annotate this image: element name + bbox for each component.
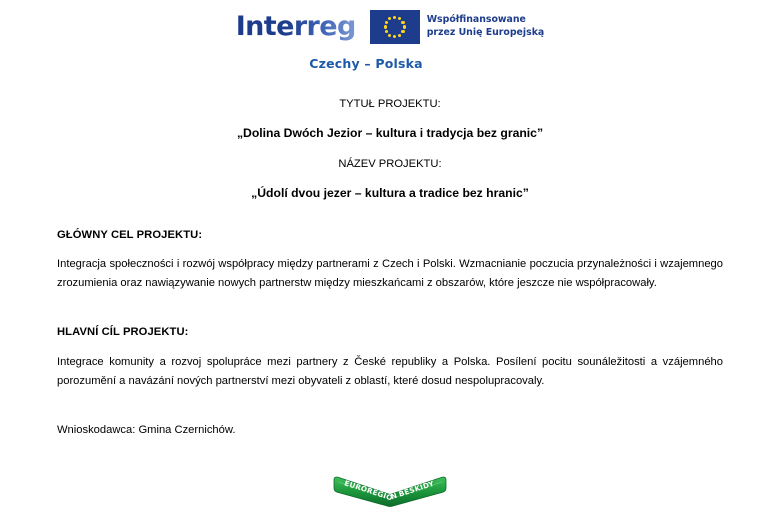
applicant-line: Wnioskodawca: Gmina Czernichów. — [57, 424, 236, 437]
eu-star — [401, 30, 404, 33]
eu-cofunding-block — [370, 10, 545, 44]
beskidy-logo-text-left: EUROREGION — [343, 478, 399, 503]
cs-goal-heading: HLAVNÍ CÍL PROJEKTU: — [57, 326, 189, 339]
title-block — [57, 95, 723, 204]
euroregion-beskidy-logo — [331, 476, 449, 508]
eu-star — [388, 17, 391, 20]
beskidy-logo-text-right: BESKIDY — [397, 478, 436, 499]
eu-star — [385, 21, 388, 24]
eu-cofunding-text — [427, 14, 545, 39]
cs-goal-text: Integrace komunity a rozvoj spolupráce mezi partnery z České republiky a Polska. Posílení pocitu sounáležitosti a vzájemného porozumění a navázání nových partnerství mezi obyvateli z oblastí, které dosud nespolupracovaly. — [57, 355, 723, 387]
document-header — [0, 0, 780, 71]
cs-project-title: „Údolí dvou jezer – kultura a tradice bez hranic” — [251, 186, 529, 201]
euroregion-beskidy-icon — [331, 476, 449, 508]
document-footer — [0, 476, 780, 508]
eu-star — [401, 21, 404, 24]
eu-star — [393, 16, 396, 19]
eu-star — [398, 34, 401, 37]
pl-title-label: TYTUŁ PROJEKTU: — [339, 98, 441, 110]
interreg-wordmark: Interreg — [235, 10, 356, 42]
eu-star — [398, 17, 401, 20]
eu-cofunding-line-1: Współfinansowane — [426, 14, 526, 26]
eu-flag-icon — [370, 10, 420, 44]
eu-star — [388, 34, 391, 37]
eu-star — [393, 35, 396, 38]
programme-subtitle: Czechy – Polska — [309, 56, 423, 71]
pl-goal-text: Integracja społeczności i rozwój współpracy między partnerami z Czech i Polski. Wzmacnianie poczucia przynależności i wzajemnego zrozumienia oraz nawiązywanie nowych partnerstw między mieszkańcami z obszarów, które jeszcze nie współpracowały. — [57, 257, 723, 290]
document-body — [0, 95, 780, 439]
eu-star — [384, 25, 387, 28]
logo-row — [236, 10, 545, 44]
pl-project-title: „Dolina Dwóch Jezior – kultura i tradycja bez granic” — [236, 126, 544, 141]
eu-star — [385, 30, 388, 33]
pl-goal-heading: GŁÓWNY CEL PROJEKTU: — [57, 228, 203, 241]
cs-title-label: NÁZEV PROJEKTU: — [338, 157, 442, 170]
eu-star — [403, 25, 406, 28]
eu-cofunding-line-2: przez Unię Europejską — [426, 27, 545, 38]
